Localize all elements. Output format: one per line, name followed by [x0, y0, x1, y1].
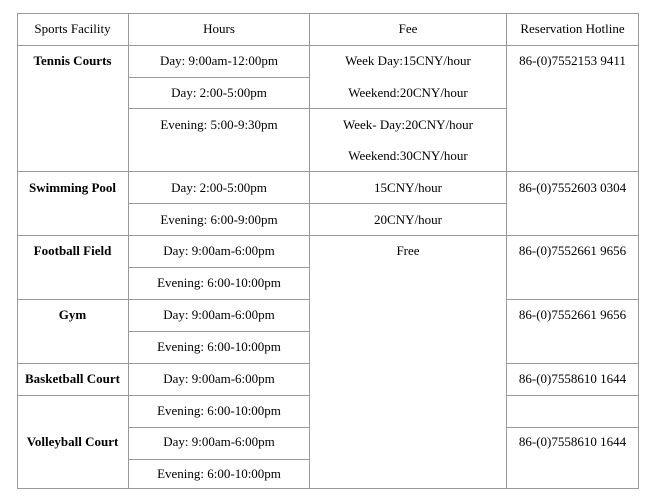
row-divider	[309, 203, 507, 204]
fee-cell: 15CNY/hour	[374, 180, 442, 195]
facility-name-gym: Gym	[58, 307, 87, 322]
row-divider	[17, 363, 129, 364]
row-divider	[128, 363, 310, 364]
hours-cell: Day: 9:00am-6:00pm	[163, 243, 275, 258]
hours-cell: Evening: 6:00-10:00pm	[157, 275, 281, 290]
row-divider	[17, 45, 639, 46]
fee-cell: Weekend:20CNY/hour	[348, 85, 468, 100]
row-divider	[506, 299, 639, 300]
hotline-cell: 86-(0)7552153 9411	[519, 53, 626, 68]
row-divider	[128, 331, 310, 332]
facility-name-swimming: Swimming Pool	[28, 180, 117, 195]
row-divider	[128, 427, 310, 428]
hours-cell: Evening: 6:00-10:00pm	[157, 466, 281, 481]
fee-cell: 20CNY/hour	[374, 212, 442, 227]
fee-cell: Week- Day:20CNY/hour	[342, 117, 473, 132]
table-border-top	[17, 13, 639, 14]
row-divider	[17, 299, 129, 300]
hotline-cell: 86-(0)7558610 1644	[518, 371, 627, 386]
hours-cell: Day: 9:00am-6:00pm	[163, 434, 275, 449]
facility-name-football: Football Field	[33, 243, 112, 258]
facility-name-tennis: Tennis Courts	[33, 53, 112, 68]
fee-cell: Week Day:15CNY/hour	[345, 53, 471, 68]
hours-cell: Evening: 6:00-10:00pm	[157, 403, 281, 418]
fee-cell: Weekend:30CNY/hour	[348, 148, 468, 163]
table-border-bottom	[17, 488, 639, 489]
hotline-cell: 86-(0)7552661 9656	[518, 307, 627, 322]
row-divider	[128, 108, 310, 109]
hours-cell: Evening: 6:00-10:00pm	[157, 339, 281, 354]
hours-cell: Day: 9:00am-12:00pm	[159, 53, 279, 68]
row-divider	[17, 395, 129, 396]
hotline-cell: 86-(0)7552603 0304	[518, 180, 627, 195]
hours-cell: Day: 9:00am-6:00pm	[163, 371, 275, 386]
row-divider	[506, 395, 639, 396]
hours-cell: Day: 2:00-5:00pm	[171, 180, 267, 195]
hours-cell: Evening: 5:00-9:30pm	[160, 117, 278, 132]
hotline-cell: 86-(0)7552661 9656	[518, 243, 627, 258]
row-divider	[128, 299, 310, 300]
row-divider	[506, 427, 639, 428]
header-hotline: Reservation Hotline	[520, 21, 625, 36]
facility-name-basketball: Basketball Court	[25, 371, 120, 386]
table-border-right	[638, 13, 639, 489]
row-divider	[128, 203, 310, 204]
row-divider	[128, 395, 310, 396]
hours-cell: Evening: 6:00-9:00pm	[160, 212, 278, 227]
row-divider	[128, 267, 310, 268]
row-divider	[506, 363, 639, 364]
row-divider	[309, 108, 507, 109]
row-divider	[128, 77, 310, 78]
hours-cell: Day: 9:00am-6:00pm	[163, 307, 275, 322]
row-divider	[128, 459, 310, 460]
header-facility: Sports Facility	[34, 21, 111, 36]
fee-cell: Free	[396, 243, 420, 258]
header-fee: Fee	[398, 21, 418, 36]
hours-cell: Day: 2:00-5:00pm	[171, 85, 267, 100]
row-divider	[17, 235, 639, 236]
header-hours: Hours	[203, 21, 235, 36]
facility-schedule-table	[17, 13, 639, 489]
hotline-cell: 86-(0)7558610 1644	[518, 434, 627, 449]
row-divider	[17, 171, 639, 172]
facility-name-volleyball: Volleyball Court	[26, 434, 119, 449]
